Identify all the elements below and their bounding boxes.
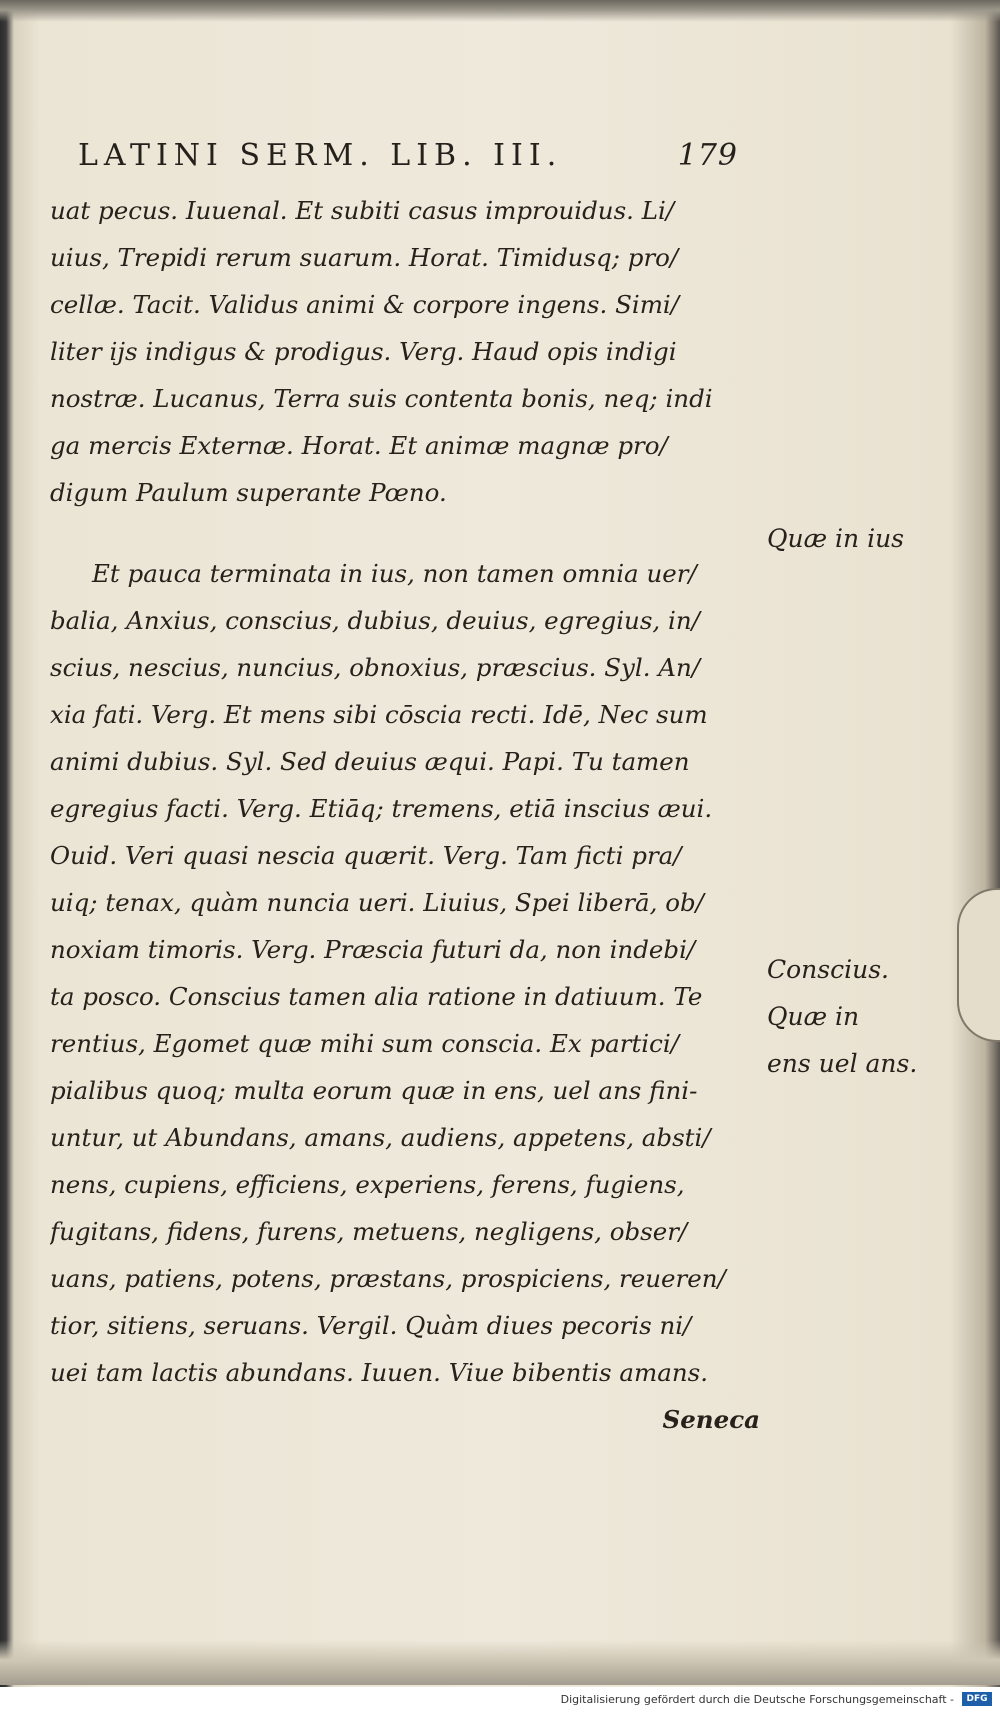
- text-line: egregius facti. Verg. Etiāq; tremens, etiā inscius æui.: [50, 794, 713, 823]
- text-line: noxiam timoris. Verg. Præscia futuri da, non indebi/: [50, 935, 696, 964]
- margin-note-que-in-ius: Quæ in ius: [767, 524, 905, 553]
- text-line: uius, Trepidi rerum suarum. Horat. Timidusq; pro/: [50, 243, 679, 272]
- margin-note-conscius: Conscius.: [767, 955, 889, 984]
- funding-credit: Digitalisierung gefördert durch die Deutsche Forschungsgemeinschaft -: [560, 1693, 954, 1706]
- text-line: uans, patiens, potens, præstans, prospiciens, reueren/: [50, 1264, 726, 1293]
- text-line: xia fati. Verg. Et mens sibi cōscia recti. Idē, Nec sum: [50, 700, 708, 729]
- paragraph-first-line: Et pauca terminata in ius, non tamen omnia uer/: [92, 559, 697, 588]
- text-line: fugitans, fidens, furens, metuens, negligens, obser/: [50, 1217, 688, 1246]
- text-line: animi dubius. Syl. Sed deuius æqui. Papi. Tu tamen: [50, 747, 690, 776]
- paragraph-gap: [50, 516, 760, 550]
- page-bottom-edge: [0, 1640, 1000, 1685]
- text-line: nens, cupiens, efficiens, experiens, ferens, fugiens,: [50, 1170, 685, 1199]
- catchword: Seneca: [662, 1405, 760, 1434]
- text-line: cellæ. Tacit. Validus animi & corpore ingens. Simi/: [50, 290, 680, 319]
- text-line: Ouid. Veri quasi nescia quærit. Verg. Tam ficti pra/: [50, 841, 682, 870]
- text-line: pialibus quoq; multa eorum quæ in ens, uel ans fini-: [50, 1076, 698, 1105]
- text-line: untur, ut Abundans, amans, audiens, appetens, absti/: [50, 1123, 711, 1152]
- dfg-logo: DFG: [962, 1692, 992, 1706]
- text-line: liter ijs indigus & prodigus. Verg. Haud opis indigi: [50, 337, 677, 366]
- text-line: scius, nescius, nuncius, obnoxius, præscius. Syl. An/: [50, 653, 701, 682]
- text-line: ta posco. Conscius tamen alia ratione in datiuum. Te: [50, 982, 703, 1011]
- main-text-block: [50, 187, 760, 1443]
- text-line: balia, Anxius, conscius, dubius, deuius, egregius, in/: [50, 606, 700, 635]
- running-title: LATINI SERM. LIB. III.: [78, 138, 563, 173]
- text-line: rentius, Egomet quæ mihi sum conscia. Ex partici/: [50, 1029, 679, 1058]
- margin-note-que-in: Quæ in: [767, 1002, 860, 1031]
- folio-number: 179: [677, 138, 738, 173]
- text-line: tior, sitiens, seruans. Vergil. Quàm diues pecoris ni/: [50, 1311, 692, 1340]
- book-clasp-tab: [957, 888, 1000, 1042]
- text-line: uiq; tenax, quàm nuncia ueri. Liuius, Spei liberā, ob/: [50, 888, 704, 917]
- text-line: uei tam lactis abundans. Iuuen. Viue bibentis amans.: [50, 1358, 709, 1387]
- margin-note-ens-uel-ans: ens uel ans.: [767, 1049, 918, 1078]
- running-header: [78, 138, 738, 182]
- text-line: digum Paulum superante Pœno.: [50, 478, 447, 507]
- text-line: ga mercis Externæ. Horat. Et animæ magnæ pro/: [50, 431, 668, 460]
- text-line: nostræ. Lucanus, Terra suis contenta bonis, neq; indi: [50, 384, 713, 413]
- text-line: uat pecus. Iuuenal. Et subiti casus improuidus. Li/: [50, 196, 675, 225]
- page-top-edge: [0, 0, 1000, 22]
